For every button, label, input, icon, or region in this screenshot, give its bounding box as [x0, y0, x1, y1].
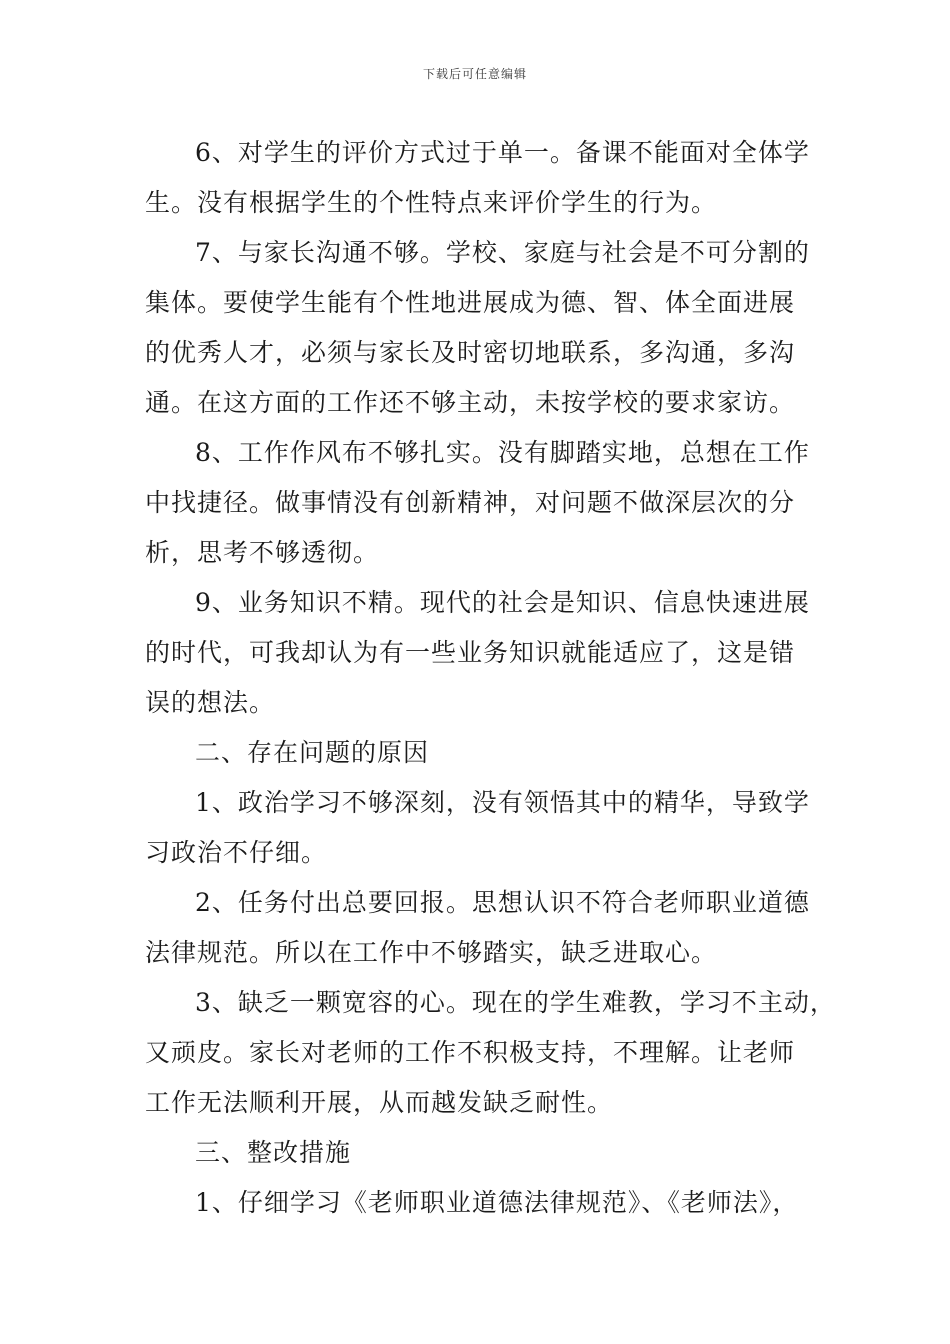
text-line: 2、任务付出总要回报。思想认识不符合老师职业道德 — [195, 888, 810, 917]
text-line: 又顽皮。家长对老师的工作不积极支持，不理解。让老师 — [145, 1038, 796, 1067]
text-line: 9、业务知识不精。现代的社会是知识、信息快速进展 — [195, 588, 810, 617]
text-line: 1、仔细学习《老师职业道德法律规范》、《老师法》， — [195, 1188, 799, 1217]
text-line: 7、与家长沟通不够。学校、家庭与社会是不可分割的 — [195, 238, 810, 267]
text-line: 习政治不仔细。 — [145, 838, 328, 867]
text-line: 通。在这方面的工作还不够主动，未按学校的要求家访。 — [145, 388, 796, 417]
text-line: 的时代，可我却认为有一些业务知识就能适应了，这是错 — [145, 638, 796, 667]
text-line: 生。没有根据学生的个性特点来评价学生的行为。 — [145, 188, 718, 217]
text-line: 1、政治学习不够深刻，没有领悟其中的精华，导致学 — [195, 788, 810, 817]
text-line: 的优秀人才，必须与家长及时密切地联系，多沟通，多沟 — [145, 338, 796, 367]
text-line: 集体。要使学生能有个性地进展成为德、智、体全面进展 — [145, 288, 796, 317]
text-line: 3、缺乏一颗宽容的心。现在的学生难教，学习不主动， — [195, 988, 836, 1017]
section-heading: 二、存在问题的原因 — [195, 738, 430, 767]
text-line: 中找捷径。做事情没有创新精神，对问题不做深层次的分 — [145, 488, 796, 517]
section-heading: 三、整改措施 — [195, 1138, 352, 1167]
text-line: 6、对学生的评价方式过于单一。备课不能面对全体学 — [195, 138, 810, 167]
document-body — [145, 128, 835, 1228]
text-line: 法律规范。所以在工作中不够踏实，缺乏进取心。 — [145, 938, 718, 967]
text-line: 8、工作作风布不够扎实。没有脚踏实地，总想在工作 — [195, 438, 810, 467]
text-line: 工作无法顺利开展，从而越发缺乏耐性。 — [145, 1088, 614, 1117]
text-line: 误的想法。 — [145, 688, 276, 717]
page-header-note: 下载后可任意编辑 — [422, 67, 527, 81]
text-line: 析，思考不够透彻。 — [145, 538, 380, 567]
